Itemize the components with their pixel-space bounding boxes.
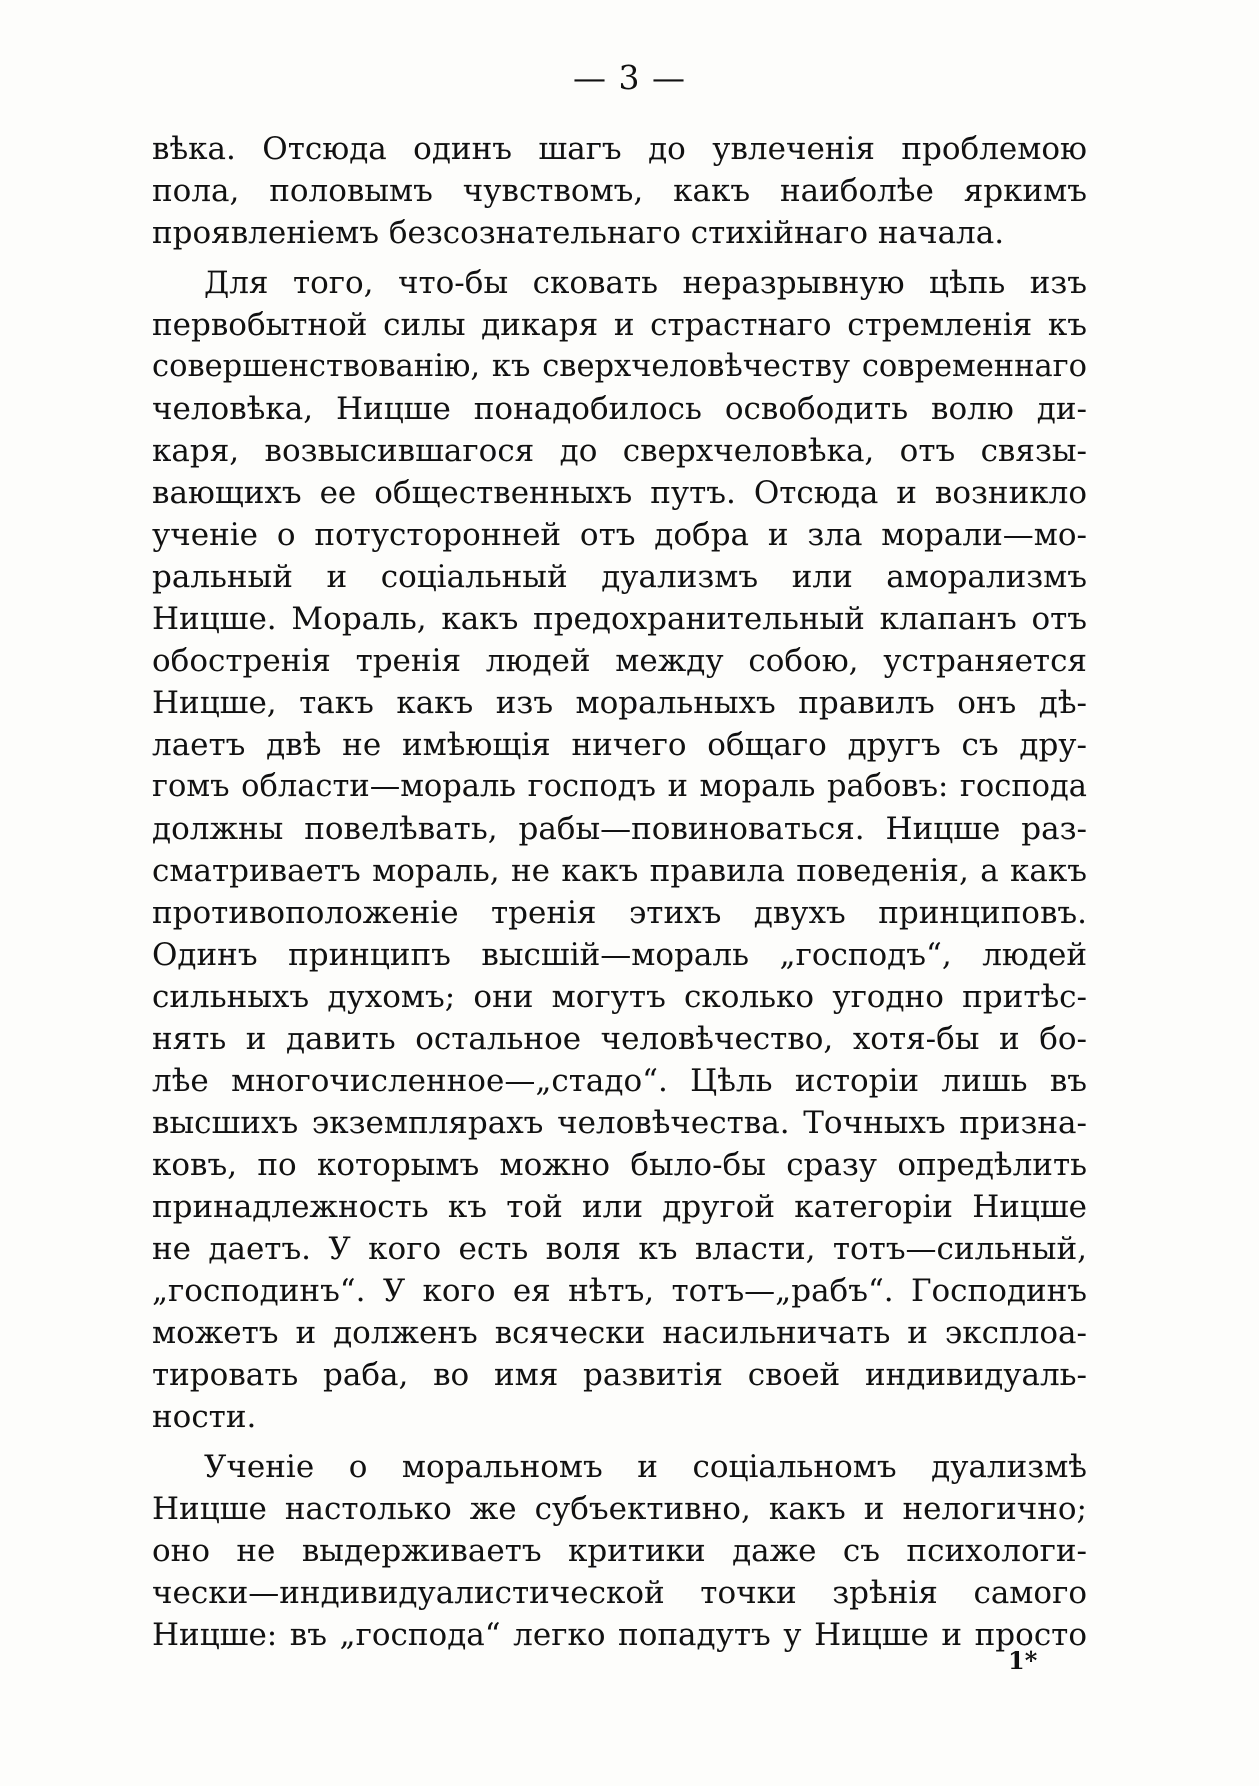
text-line: человѣка, Ницше понадобилось освободить волю ди- bbox=[152, 391, 1087, 427]
paragraph bbox=[152, 262, 1087, 1438]
text-line: пола, половымъ чувствомъ, какъ наиболѣе яркимъ bbox=[152, 173, 1087, 209]
text-line: нять и давить остальное человѣчество, хотя-бы и бо- bbox=[152, 1021, 1087, 1057]
text-line: лаетъ двѣ не имѣющія ничего общаго другъ съ дру- bbox=[152, 727, 1087, 763]
text-line: тировать раба, во имя развитія своей индивидуаль- bbox=[152, 1357, 1087, 1393]
text-line: не даетъ. У кого есть воля къ власти, тотъ—сильный, bbox=[152, 1231, 1087, 1267]
text-line: проявленіемъ безсознательнаго стихійнаго начала. bbox=[152, 215, 1005, 251]
text-line: Ницше настолько же субъективно, какъ и нелогично; bbox=[152, 1491, 1087, 1527]
text-line: сматриваетъ мораль, не какъ правила поведенія, а какъ bbox=[152, 853, 1087, 889]
text-line: Одинъ принципъ высшій—мораль „господъ“, людей bbox=[152, 937, 1087, 973]
paragraph bbox=[152, 1446, 1087, 1656]
text-line: ковъ, по которымъ можно было-бы сразу опредѣлить bbox=[152, 1147, 1087, 1183]
text-line: Ницше, такъ какъ изъ моральныхъ правилъ онъ дѣ- bbox=[152, 685, 1087, 721]
text-line: совершенствованію, къ сверхчеловѣчеству современнаго bbox=[152, 349, 1087, 384]
paragraph-gap bbox=[152, 1438, 1087, 1446]
text-line: ности. bbox=[152, 1399, 257, 1435]
paragraph-gap bbox=[152, 254, 1087, 262]
text-line: Ученіе о моральномъ и соціальномъ дуализмѣ bbox=[204, 1449, 1087, 1485]
text-line: вѣка. Отсюда одинъ шагъ до увлеченія проблемою bbox=[152, 131, 1087, 167]
text-line: первобытной силы дикаря и страстнаго стремленія къ bbox=[152, 307, 1087, 343]
text-line: оно не выдерживаетъ критики даже съ психологи- bbox=[152, 1533, 1087, 1569]
text-line: вающихъ ее общественныхъ путъ. Отсюда и возникло bbox=[152, 475, 1087, 511]
text-line: чески—индивидуалистической точки зрѣнія самого bbox=[152, 1575, 1087, 1611]
text-line: ученіе о потусторонней отъ добра и зла морали—мо- bbox=[152, 517, 1087, 553]
text-line: Для того, что-бы сковать неразрывную цѣпь изъ bbox=[204, 265, 1087, 301]
text-line: Ницше. Мораль, какъ предохранительный клапанъ отъ bbox=[152, 601, 1087, 637]
text-line: каря, возвысившагося до сверхчеловѣка, отъ связы- bbox=[152, 433, 1087, 469]
text-line: сильныхъ духомъ; они могутъ сколько угодно притѣс- bbox=[152, 979, 1087, 1015]
text-line: можетъ и долженъ всячески насильничать и эксплоа- bbox=[152, 1315, 1087, 1351]
body-text bbox=[152, 128, 1087, 1656]
text-line: противоположеніе тренія этихъ двухъ принциповъ. bbox=[152, 895, 1087, 931]
text-line: принадлежность къ той или другой категоріи Ницше bbox=[152, 1189, 1087, 1225]
text-line: обостренія тренія людей между собою, устраняется bbox=[152, 643, 1087, 679]
text-line: Ницше: въ „господа“ легко попадутъ у Ницше и просто bbox=[152, 1617, 1087, 1653]
text-line: высшихъ экземплярахъ человѣчества. Точныхъ призна- bbox=[152, 1105, 1087, 1141]
page-number: — 3 — bbox=[573, 58, 686, 97]
text-line: лѣе многочисленное—„стадо“. Цѣль исторіи лишь въ bbox=[152, 1063, 1087, 1099]
text-line: „господинъ“. У кого ея нѣтъ, тотъ—„рабъ“. Господинъ bbox=[152, 1273, 1087, 1309]
paragraph bbox=[152, 128, 1087, 254]
text-line: гомъ области—мораль господъ и мораль рабовъ: господа bbox=[152, 769, 1087, 804]
text-line: ральный и соціальный дуализмъ или аморализмъ bbox=[152, 559, 1087, 595]
signature-mark: 1* bbox=[1008, 1646, 1038, 1675]
text-line: должны повелѣвать, рабы—повиноваться. Ницше раз- bbox=[152, 811, 1087, 847]
